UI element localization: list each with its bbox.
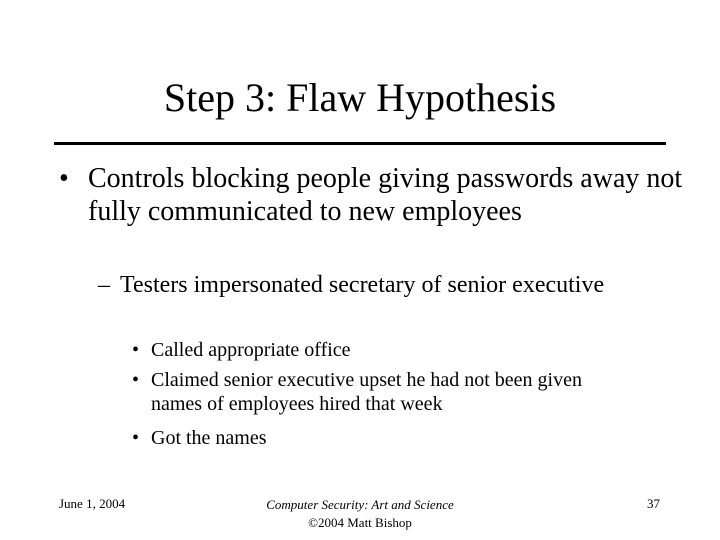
bullet-dot-icon: • [132, 339, 140, 361]
footer-center [210, 496, 510, 532]
bullet-level3-text: Called appropriate office [151, 339, 351, 361]
bullet-dash-icon: – [98, 272, 110, 298]
footer-course: Computer Security: Art and Science [266, 497, 454, 512]
bullet-dot-icon: • [132, 369, 140, 391]
footer-date: June 1, 2004 [59, 496, 126, 511]
page-number: 37 [647, 496, 660, 511]
title-divider [54, 142, 666, 145]
bullet-level2-text: Testers impersonated secretary of senior executive [120, 272, 605, 298]
bullet-level3-text: Got the names [151, 427, 267, 449]
bullet-dot-icon: • [132, 427, 140, 449]
bullet-level1-text: Controls blocking people giving passwords away not fully communicated to new employees [88, 163, 683, 227]
slide-title: Step 3: Flaw Hypothesis [163, 75, 557, 120]
bullet-dot-icon: • [59, 163, 69, 194]
bullet-level3-text: Claimed senior executive upset he had not been given names of employees hired that week [151, 369, 582, 415]
footer-copyright: ©2004 Matt Bishop [308, 515, 412, 530]
